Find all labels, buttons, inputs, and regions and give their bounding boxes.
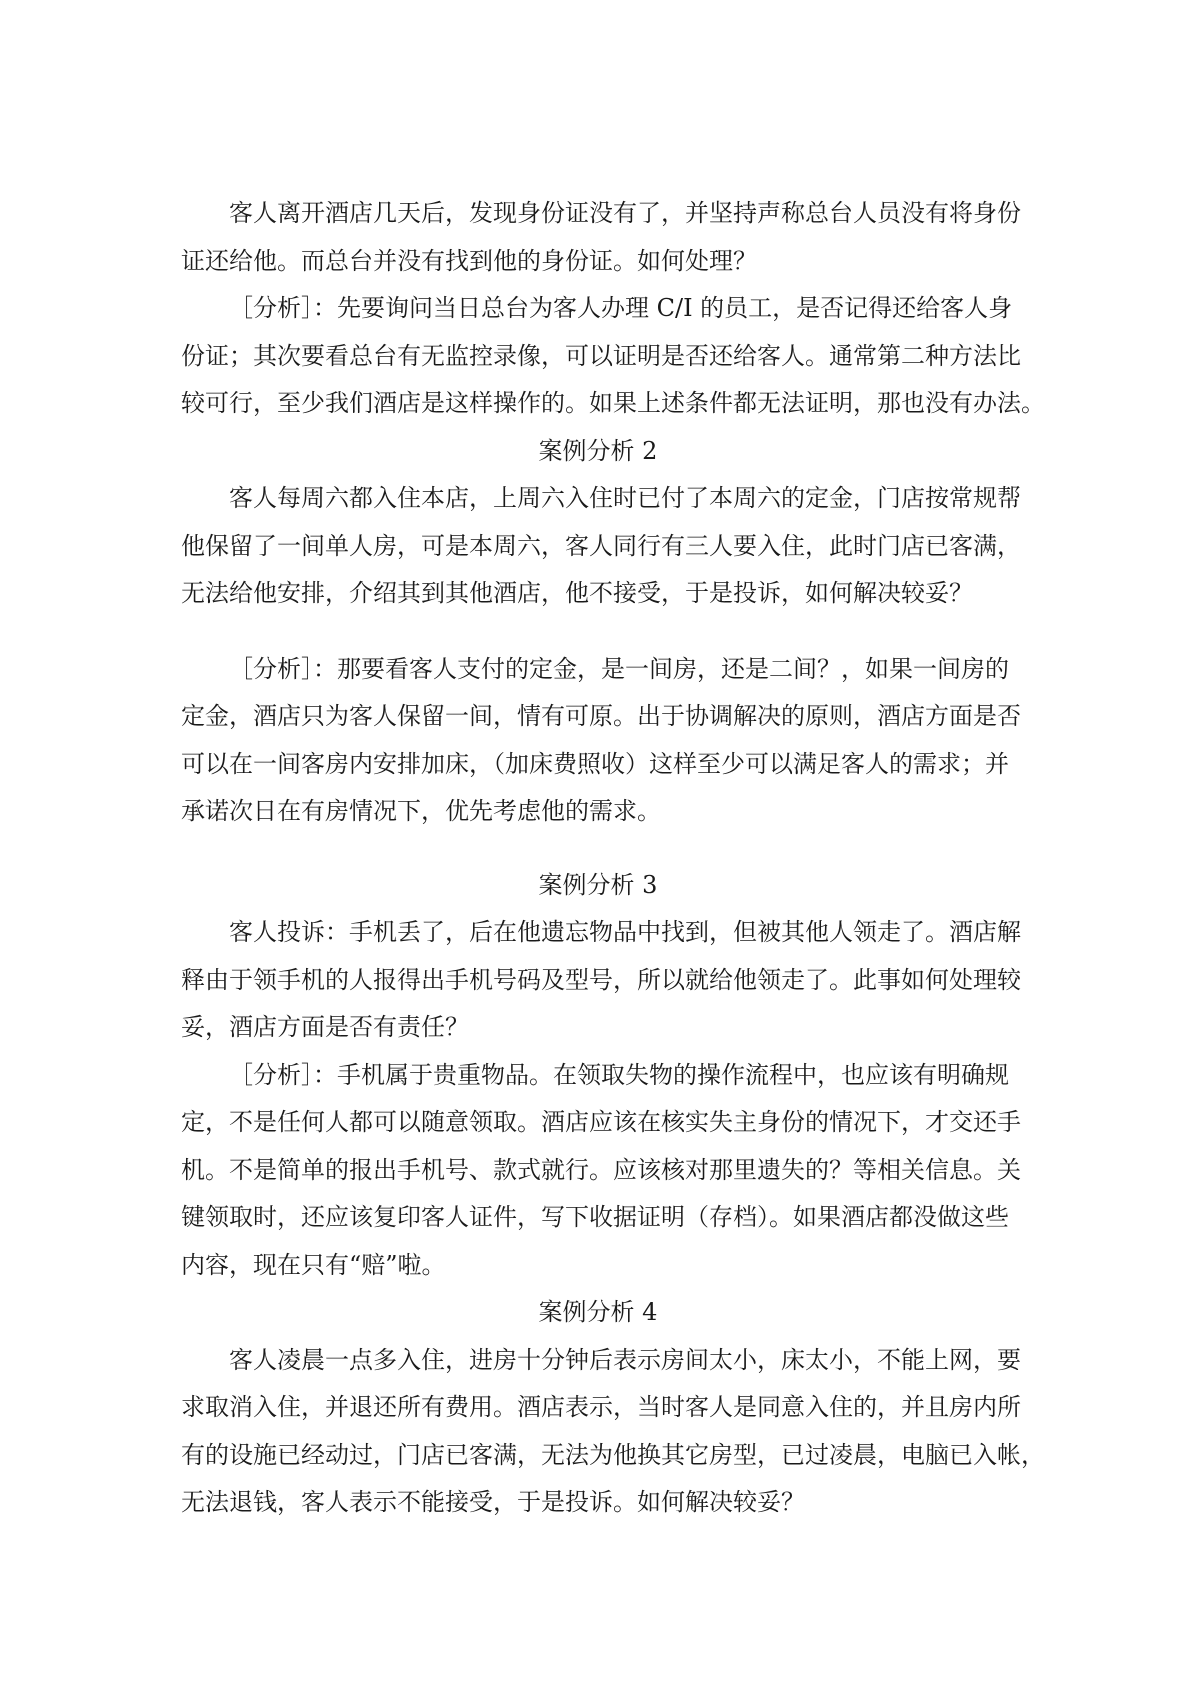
case1-question bbox=[181, 190, 1021, 285]
case1-analysis-line: 份证；其次要看总台有无监控录像，可以证明是否还给客人。通常第二种方法比 bbox=[181, 341, 1021, 370]
case4-question-line: 有的设施已经动过，门店已客满，无法为他换其它房型，已过凌晨，电脑已入帐， bbox=[181, 1440, 1045, 1469]
case3-analysis-line: ［分析］：手机属于贵重物品。在领取失物的操作流程中，也应该有明确规 bbox=[229, 1060, 1009, 1089]
case2-question-line: 他保留了一间单人房，可是本周六，客人同行有三人要入住，此时门店已客满， bbox=[181, 531, 1021, 560]
case1-analysis-line: 较可行，至少我们酒店是这样操作的。如果上述条件都无法证明，那也没有办法。 bbox=[181, 389, 1045, 417]
case3-question-line: 妥，酒店方面是否有责任？ bbox=[181, 1013, 469, 1041]
case1-question-line: 客人离开酒店几天后，发现身份证没有了，并坚持声称总台人员没有将身份 bbox=[229, 199, 1021, 227]
case2-question-line: 客人每周六都入住本店，上周六入住时已付了本周六的定金，门店按常规帮 bbox=[229, 484, 1021, 512]
case2-analysis-line: ［分析］：那要看客人支付的定金，是一间房，还是二间？，如果一间房的 bbox=[229, 654, 1009, 683]
document-body bbox=[181, 190, 1045, 1527]
case3-analysis-line: 内容，现在只有“赔”啦。 bbox=[181, 1250, 446, 1279]
case3-analysis-line: 定，不是任何人都可以随意领取。酒店应该在核实失主身份的情况下，才交还手 bbox=[181, 1108, 1021, 1136]
case1-analysis bbox=[181, 285, 1045, 428]
case3-heading: 案例分析 3 bbox=[538, 870, 658, 899]
case4-question-line: 无法退钱，客人表示不能接受，于是投诉。如何解决较妥？ bbox=[181, 1488, 805, 1516]
case3-analysis bbox=[181, 1052, 1021, 1290]
case2-analysis bbox=[181, 646, 1021, 836]
case3-analysis-line: 机。不是简单的报出手机号、款式就行。应该核对那里遗失的？等相关信息。关 bbox=[181, 1155, 1021, 1184]
case3-question-line: 释由于领手机的人报得出手机号码及型号，所以就给他领走了。此事如何处理较 bbox=[181, 965, 1021, 994]
spacer bbox=[181, 836, 1015, 862]
case2-question-line: 无法给他安排，介绍其到其他酒店，他不接受，于是投诉，如何解决较妥？ bbox=[181, 579, 973, 607]
case4-question bbox=[181, 1337, 1045, 1527]
spacer bbox=[181, 618, 1015, 646]
case3-question-line: 客人投诉：手机丢了，后在他遗忘物品中找到，但被其他人领走了。酒店解 bbox=[229, 918, 1021, 946]
case2-analysis-line: 定金，酒店只为客人保留一间，情有可原。出于协调解决的原则，酒店方面是否 bbox=[181, 702, 1021, 730]
case4-question-line: 求取消入住，并退还所有费用。酒店表示，当时客人是同意入住的，并且房内所 bbox=[181, 1393, 1021, 1421]
case1-analysis-line: ［分析］：先要询问当日总台为客人办理 C/I 的员工，是否记得还给客人身 bbox=[229, 294, 1013, 322]
case3-question bbox=[181, 909, 1021, 1052]
case1-question-line: 证还给他。而总台并没有找到他的身份证。如何处理？ bbox=[181, 246, 757, 275]
case2-heading: 案例分析 2 bbox=[538, 436, 658, 465]
case2-analysis-line: 可以在一间客房内安排加床，（加床费照收）这样至少可以满足客人的需求；并 bbox=[181, 749, 1009, 778]
case2-analysis-line: 承诺次日在有房情况下，优先考虑他的需求。 bbox=[181, 797, 661, 825]
case4-question-line: 客人凌晨一点多入住，进房十分钟后表示房间太小，床太小，不能上网，要 bbox=[229, 1345, 1021, 1374]
case4-heading: 案例分析 4 bbox=[538, 1298, 658, 1326]
case3-analysis-line: 键领取时，还应该复印客人证件，写下收据证明（存档）。如果酒店都没做这些 bbox=[181, 1203, 1009, 1231]
case2-question bbox=[181, 475, 1021, 618]
